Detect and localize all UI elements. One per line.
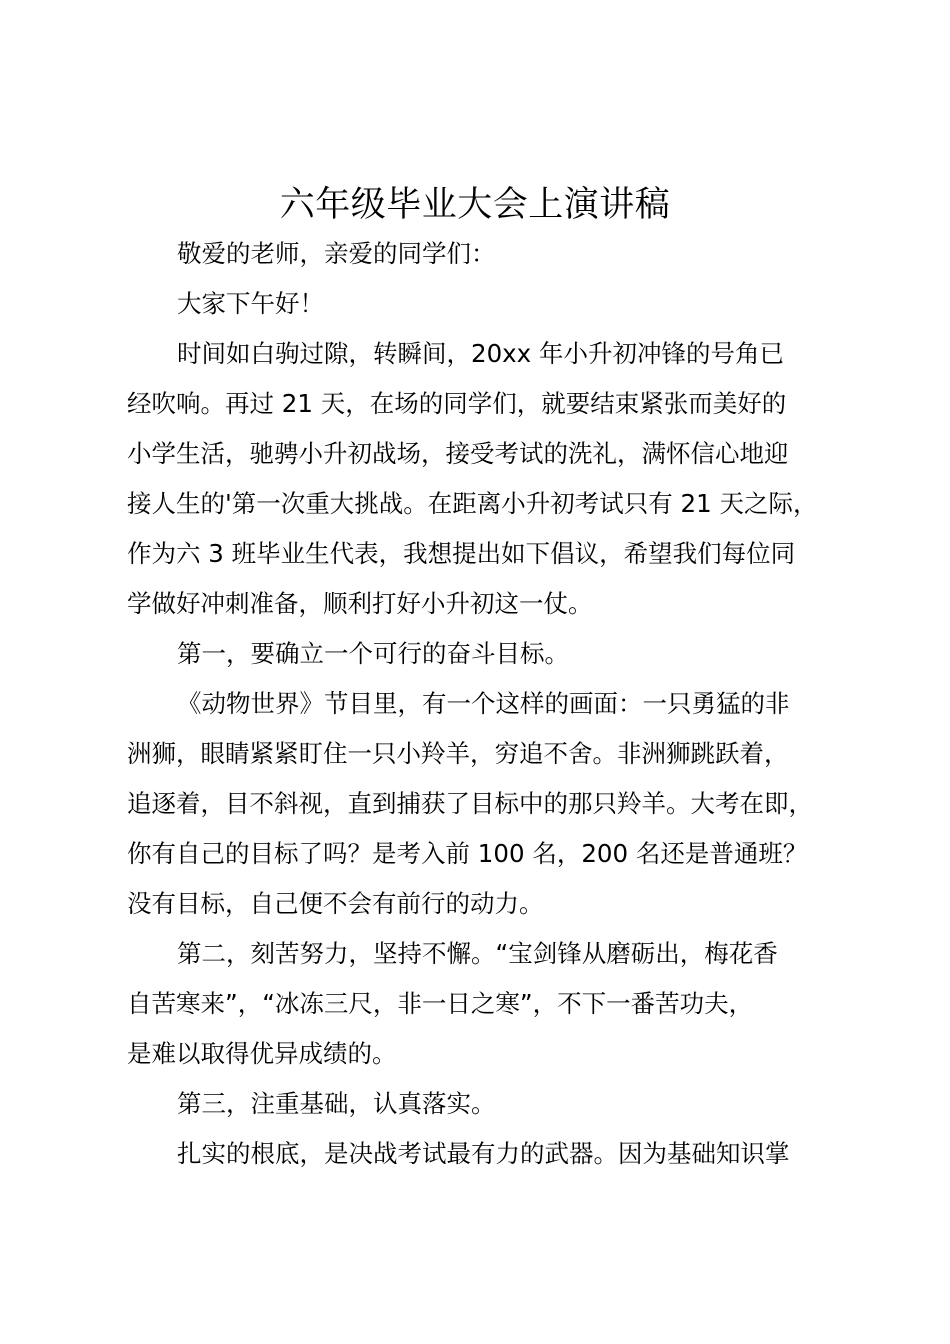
paragraph-line: 经吹响。再过 21 天，在场的同学们，就要结束紧张而美好的 [127,389,787,418]
document-title: 六年级毕业大会上演讲稿 [279,185,671,225]
greeting-line: 敬爱的老师，亲爱的同学们： [177,239,496,268]
paragraph-line: 作为六 3 班毕业生代表，我想提出如下倡议，希望我们每位同 [127,539,796,568]
paragraph-line: 小学生活，驰骋小升初战场，接受考试的洗礼，满怀信心地迎 [127,439,789,468]
paragraph-line: 没有目标，自己便不会有前行的动力。 [127,889,544,918]
paragraph-line: 学做好冲刺准备，顺利打好小升初这一仗。 [127,589,593,618]
paragraph-line: 自苦寒来”，“冰冻三尺，非一日之寒”，不下一番苦功夫， [127,989,754,1018]
paragraph-line: 你有自己的目标了吗？是考入前 100 名，200 名还是普通班？ [127,839,808,868]
paragraph-line: 接人生的'第一次重大挑战。在距离小升初考试只有 21 天之际， [127,489,818,518]
paragraph-line: 是难以取得优异成绩的。 [127,1039,397,1068]
section-heading-second: 第二，刻苦努力，坚持不懈。“宝剑锋从磨砺出，梅花香 [177,939,778,968]
paragraph-line: 扎实的根底，是决战考试最有力的武器。因为基础知识掌 [177,1139,790,1168]
section-heading-first: 第一，要确立一个可行的奋斗目标。 [177,639,569,668]
salutation-line: 大家下午好！ [177,289,324,318]
paragraph-line: 追逐着，目不斜视，直到捕获了目标中的那只羚羊。大考在即， [127,789,813,818]
paragraph-line: 时间如白驹过隙，转瞬间，20xx 年小升初冲锋的号角已 [177,339,784,368]
paragraph-line: 洲狮，眼睛紧紧盯住一只小羚羊，穷追不舍。非洲狮跳跃着， [127,739,789,768]
section-heading-third: 第三，注重基础，认真落实。 [177,1089,496,1118]
paragraph-line: 《动物世界》节目里，有一个这样的画面：一只勇猛的非 [177,689,790,718]
